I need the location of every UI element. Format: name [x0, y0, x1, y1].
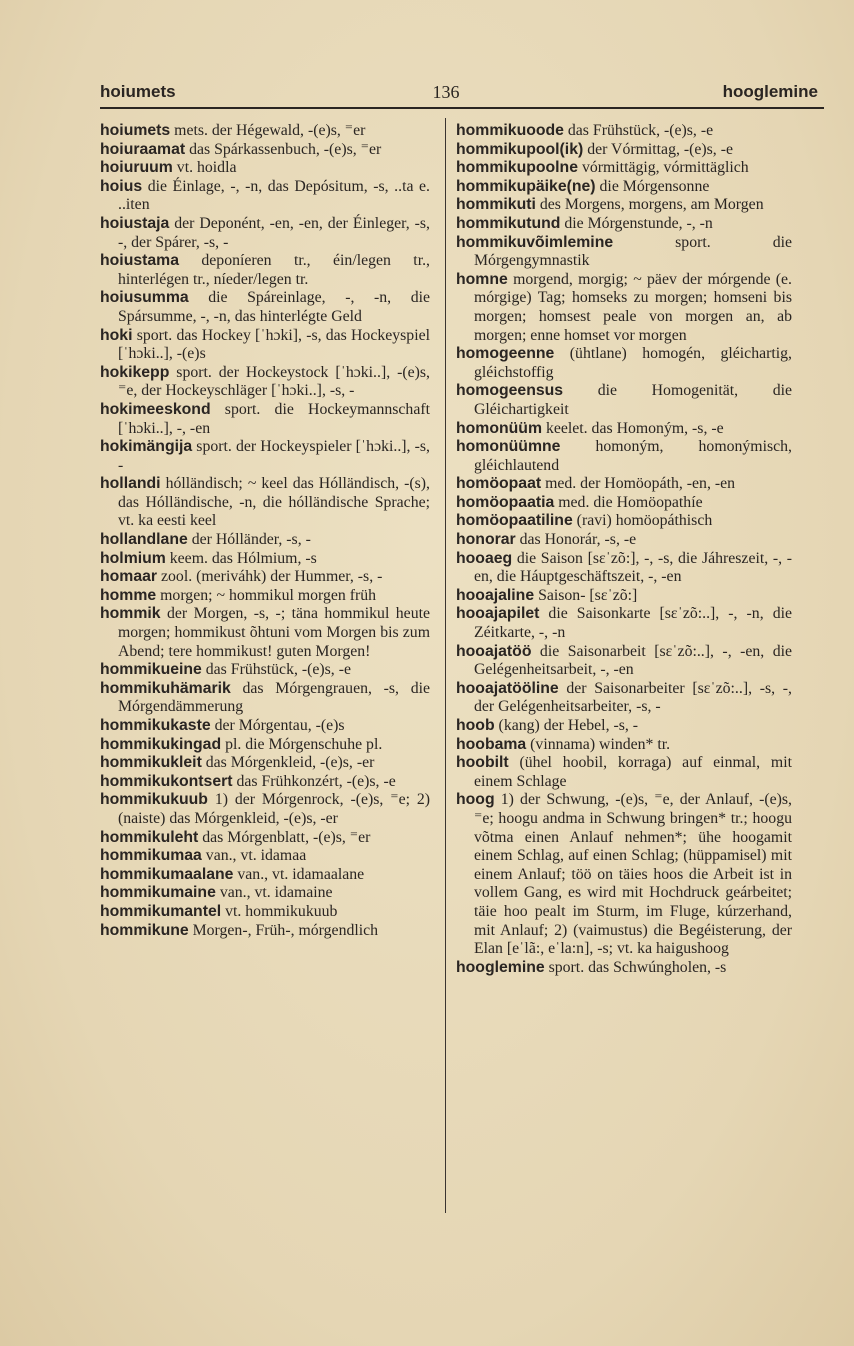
entry-definition: des Morgens, morgens, am Morgen: [535, 196, 764, 214]
entry-definition: vórmittägig, vórmittäglich: [578, 159, 749, 177]
entry-definition: die Spáreinlage, -, -n, die Spársumme, -, -n, das hinterlégte Geld: [118, 289, 430, 325]
dictionary-entry: [456, 382, 792, 419]
entry-definition: van., vt. idamaine: [215, 884, 333, 902]
dictionary-entry: [100, 141, 430, 160]
entry-headword: hooajapilet: [456, 605, 540, 623]
dictionary-entry: [456, 345, 792, 382]
dictionary-entry: [456, 754, 792, 791]
entry-definition: die Homogenität, die Gléichartigkeit: [474, 382, 792, 418]
entry-headword: hommikukuub: [100, 791, 208, 809]
dictionary-entry: [100, 215, 430, 252]
entry-headword: hoobilt: [456, 754, 509, 772]
dictionary-entry: [456, 680, 792, 717]
header-left-guideword: hoiumets: [100, 82, 176, 101]
dictionary-entry: [456, 531, 792, 550]
entry-definition: van., vt. idamaalane: [233, 865, 365, 883]
entry-headword: hooajatöö: [456, 642, 532, 660]
entry-headword: hoiustama: [100, 252, 179, 270]
entry-definition: das Mórgengrauen, -s, die Mórgendämmerung: [118, 679, 430, 716]
entry-definition: morgen; ~ hommikul morgen früh: [156, 586, 377, 604]
dictionary-entry: [456, 643, 792, 680]
entry-headword: hommikumaalane: [100, 865, 234, 883]
entry-headword: hommikukaste: [100, 717, 211, 734]
entry-headword: hoki: [100, 326, 133, 344]
entry-definition: die Saison [sɛˈzõ:], -, -s, die Jáhreszeit, -, -en, die Háuptgeschäftszeit, -, -en: [474, 549, 792, 586]
dictionary-entry: [456, 420, 792, 439]
entry-definition: deponíeren tr., éin/legen tr., hinterlégen tr., níeder/legen tr.: [118, 252, 430, 288]
dictionary-entry: [100, 327, 430, 364]
entry-headword: hooaeg: [456, 549, 513, 567]
dictionary-entry: [100, 122, 430, 141]
entry-headword: hollandi: [100, 475, 161, 493]
entry-definition: das Mórgenkleid, -(e)s, -er: [201, 754, 375, 772]
entry-headword: homonüümne: [456, 438, 561, 456]
dictionary-entry: [100, 717, 430, 736]
entry-definition: der Mórgentau, -(e)s: [210, 717, 345, 734]
entry-headword: hoobama: [456, 735, 527, 753]
entry-headword: hommikupoolne: [456, 159, 578, 177]
dictionary-entry: [456, 475, 792, 494]
entry-headword: hollandlane: [100, 531, 188, 549]
dictionary-entry: [100, 791, 430, 828]
entry-definition: zool. (meriváhk) der Hummer, -s, -: [157, 568, 383, 586]
entry-headword: hommikupäike(ne): [456, 177, 596, 195]
entry-definition: das Frühkonzért, -(e)s, -e: [232, 772, 396, 790]
dictionary-entry: [100, 289, 430, 326]
dictionary-entry: [100, 736, 430, 755]
dictionary-entry: [100, 884, 430, 903]
dictionary-entry: [100, 605, 430, 661]
entry-headword: homöopaatia: [456, 493, 555, 511]
entry-headword: hommikukleit: [100, 754, 202, 772]
dictionary-entry: [100, 903, 430, 922]
entry-definition: sport. die Hockeymannschaft [ˈhɔki..], -, -en: [118, 400, 430, 437]
entry-headword: hooglemine: [456, 958, 545, 976]
entry-definition: (ravi) homöopáthisch: [572, 512, 713, 530]
entry-definition: der Hólländer, -s, -: [187, 531, 311, 549]
dictionary-entry: [100, 550, 430, 569]
entry-headword: hoiuruum: [100, 159, 173, 177]
entry-definition: van., vt. idamaa: [201, 847, 307, 865]
entry-definition: (ühel hoobil, korraga) auf einmal, mit einem Schlage: [474, 754, 792, 790]
entry-definition: der Saisonarbeiter [sɛˈzõ:..], -s, -, der Gelégenheitsarbeiter, -s, -: [474, 679, 792, 716]
entry-headword: hokimängija: [100, 438, 193, 456]
dictionary-entry: [456, 550, 792, 587]
dictionary-entry: [100, 438, 430, 475]
dictionary-entry: [456, 494, 792, 513]
entry-headword: hoiuraamat: [100, 140, 186, 158]
entry-headword: homogeensus: [456, 382, 564, 400]
dictionary-entry: [100, 773, 430, 792]
dictionary-entry: [456, 605, 792, 642]
entry-definition: 1) der Mórgenrock, -(e)s, ⁼e; 2) (naiste) das Mórgenkleid, -(e)s, -er: [118, 791, 430, 827]
dictionary-entry: [100, 829, 430, 848]
entry-headword: hoius: [100, 177, 143, 195]
entry-headword: hommikupool(ik): [456, 140, 584, 158]
dictionary-entry: [100, 866, 430, 885]
entry-definition: die Saisonarbeit [sɛˈzõ:..], -, -en, die Gelégenheitsarbeit, -, -en: [474, 642, 792, 679]
entry-definition: der Deponént, -en, -en, der Éinleger, -s, -, der Spárer, -s, -: [118, 214, 430, 251]
entry-definition: Morgen-, Früh-, mórgendlich: [188, 921, 379, 939]
entry-definition: homoným, homonýmisch, gléichlautend: [474, 438, 792, 474]
entry-definition: sport. der Hockeystock [ˈhɔki..], -(e)s, ⁼e, der Hockeyschläger [ˈhɔki..], -s, -: [118, 363, 430, 400]
dictionary-entry: [456, 159, 792, 178]
entry-definition: das Frühstück, -(e)s, -e: [201, 661, 351, 679]
entry-definition: sport. das Hockey [ˈhɔki], -s, das Hockeyspiel [ˈhɔki..], -(e)s: [118, 326, 430, 363]
entry-headword: hoiustaja: [100, 214, 170, 232]
entry-definition: pl. die Mórgenschuhe pl.: [221, 735, 383, 753]
dictionary-entry: [456, 438, 792, 475]
entry-definition: keem. das Hólmium, -s: [165, 549, 317, 567]
entry-headword: homöopaat: [456, 475, 542, 493]
entry-definition: das Honorár, -s, -e: [515, 531, 637, 549]
entry-headword: hommikukontsert: [100, 772, 233, 790]
entry-definition: morgend, morgig; ~ päev der mórgende (e. mórgige) Tag; homseks zu morgen; homseni bis morgen; homsest peale von morgen an, ab morgen; enne homset vor morgen: [474, 270, 792, 344]
entry-headword: hommikuhämarik: [100, 679, 231, 697]
entry-headword: hommikuvõimlemine: [456, 233, 614, 251]
entry-headword: hommikumaine: [100, 884, 216, 902]
entry-headword: hoiumets: [100, 122, 171, 139]
right-column: [456, 122, 792, 977]
dictionary-entry: [456, 791, 792, 958]
entry-definition: der Morgen, -s, -; täna hommikul heute morgen; hommikust õhtuni vom Morgen bis zum Abend; tere hommikust! guten Morgen!: [118, 605, 430, 660]
dictionary-entry: [100, 178, 430, 215]
dictionary-entry: [456, 215, 792, 234]
dictionary-entry: [456, 959, 792, 978]
entry-definition: mets. der Hégewald, -(e)s, ⁼er: [170, 122, 366, 139]
dictionary-entry: [456, 736, 792, 755]
entry-definition: vt. hoidla: [172, 159, 237, 177]
entry-definition: die Éinlage, -, -n, das Depósitum, -s, ..ta e. ..iten: [118, 177, 430, 214]
dictionary-entry: [456, 178, 792, 197]
entry-definition: sport. der Hockeyspieler [ˈhɔki..], -s, -: [118, 438, 430, 474]
entry-headword: holmium: [100, 549, 166, 567]
entry-definition: das Spárkassenbuch, -(e)s, ⁼er: [185, 140, 382, 158]
entry-headword: hommikuoode: [456, 122, 564, 139]
entry-headword: homöopaatiline: [456, 512, 573, 530]
entry-definition: med. die Homöopathíe: [554, 493, 703, 511]
dictionary-entry: [456, 122, 792, 141]
dictionary-entry: [100, 159, 430, 178]
entry-headword: homaar: [100, 568, 158, 586]
dictionary-entry: [100, 587, 430, 606]
entry-definition: med. der Homöopáth, -en, -en: [541, 475, 736, 493]
entry-headword: hooajaline: [456, 586, 535, 604]
entry-headword: hokikepp: [100, 363, 170, 381]
entry-headword: hommikuti: [456, 196, 536, 214]
entry-headword: homme: [100, 586, 157, 604]
entry-headword: hommikumantel: [100, 902, 222, 920]
entry-headword: hommik: [100, 605, 161, 623]
entry-definition: hólländisch; ~ keel das Hólländisch, -(s), das Hólländische, -n, die hólländische Sprache; vt. ka eesti keel: [118, 475, 430, 530]
header-rule: [100, 107, 824, 109]
entry-headword: hoog: [456, 791, 495, 809]
dictionary-entry: [100, 364, 430, 401]
entry-definition: die Mórgensonne: [595, 177, 710, 195]
entry-definition: vt. hommikukuub: [221, 902, 338, 920]
entry-headword: hommikutund: [456, 214, 561, 232]
dictionary-entry: [456, 717, 792, 736]
entry-headword: hommikuleht: [100, 828, 199, 846]
entry-definition: (kang) der Hebel, -s, -: [494, 717, 639, 734]
dictionary-entry: [456, 196, 792, 215]
entry-headword: homne: [456, 270, 508, 288]
dictionary-entry: [100, 568, 430, 587]
entry-definition: (vinnama) winden* tr.: [526, 735, 671, 753]
entry-headword: honorar: [456, 531, 516, 549]
entry-definition: das Frühstück, -(e)s, -e: [563, 122, 714, 139]
header-right-guideword: hooglemine: [722, 82, 818, 101]
entry-headword: hoob: [456, 717, 495, 734]
dictionary-entry: [100, 847, 430, 866]
entry-headword: hommikune: [100, 921, 189, 939]
entry-headword: hoiusumma: [100, 289, 189, 307]
left-column: [100, 122, 430, 940]
entry-headword: hommikukingad: [100, 735, 222, 753]
dictionary-entry: [456, 234, 792, 271]
entry-definition: die Mórgenstunde, -, -n: [560, 214, 713, 232]
entry-headword: hooajatööline: [456, 679, 559, 697]
dictionary-entry: [100, 252, 430, 289]
entry-definition: Saison- [sɛˈzõ:]: [534, 586, 638, 604]
entry-definition: das Mórgenblatt, -(e)s, ⁼er: [198, 828, 371, 846]
dictionary-entry: [100, 680, 430, 717]
entry-headword: hommikueine: [100, 661, 202, 679]
dictionary-entry: [100, 754, 430, 773]
entry-headword: homonüüm: [456, 419, 542, 437]
entry-headword: hommikumaa: [100, 847, 202, 865]
dictionary-entry: [100, 661, 430, 680]
dictionary-entry: [456, 141, 792, 160]
dictionary-entry: [100, 475, 430, 531]
entry-definition: sport. das Schwúngholen, -s: [544, 958, 727, 976]
entry-definition: die Saisonkarte [sɛˈzõ:..], -, -n, die Zéitkarte, -, -n: [474, 605, 792, 642]
entry-definition: sport. die Mórgengymnastik: [474, 233, 792, 270]
entry-definition: der Vórmittag, -(e)s, -e: [583, 140, 733, 158]
entry-definition: (ühtlane) homogén, gléichartig, gléichstoffig: [474, 345, 792, 381]
dictionary-entry: [100, 531, 430, 550]
dictionary-entry: [100, 401, 430, 438]
column-divider: [445, 118, 446, 1213]
dictionary-entry: [100, 922, 430, 941]
entry-headword: hokimeeskond: [100, 400, 211, 418]
entry-headword: homogeenne: [456, 345, 555, 363]
dictionary-entry: [456, 512, 792, 531]
entry-definition: 1) der Schwung, -(e)s, ⁼e, der Anlauf, -(e)s, ⁼e; hoogu andma in Schwung bringen* tr.; hoogu võtma einen Anlauf nehmen*; ühe hoogamit einem Schlag, auf einen Schlag; (hüppamisel) mit einem Anlauf; töö on täies hoos die Arbeit ist in vollem Gang, es wird mit Hochdruck geárbeitet; täie hoo pealt im Sturm, im Fluge, kúrzerhand, mit Anlauf; 2) (vaimustus) die Begéisterung, der Elan [eˈlã:, eˈla:n], -s; vt. ka haigushoog: [474, 791, 792, 958]
dictionary-entry: [456, 587, 792, 606]
page-number: 136: [432, 82, 460, 102]
entry-definition: keelet. das Homoným, -s, -e: [542, 419, 724, 437]
dictionary-entry: [456, 271, 792, 345]
